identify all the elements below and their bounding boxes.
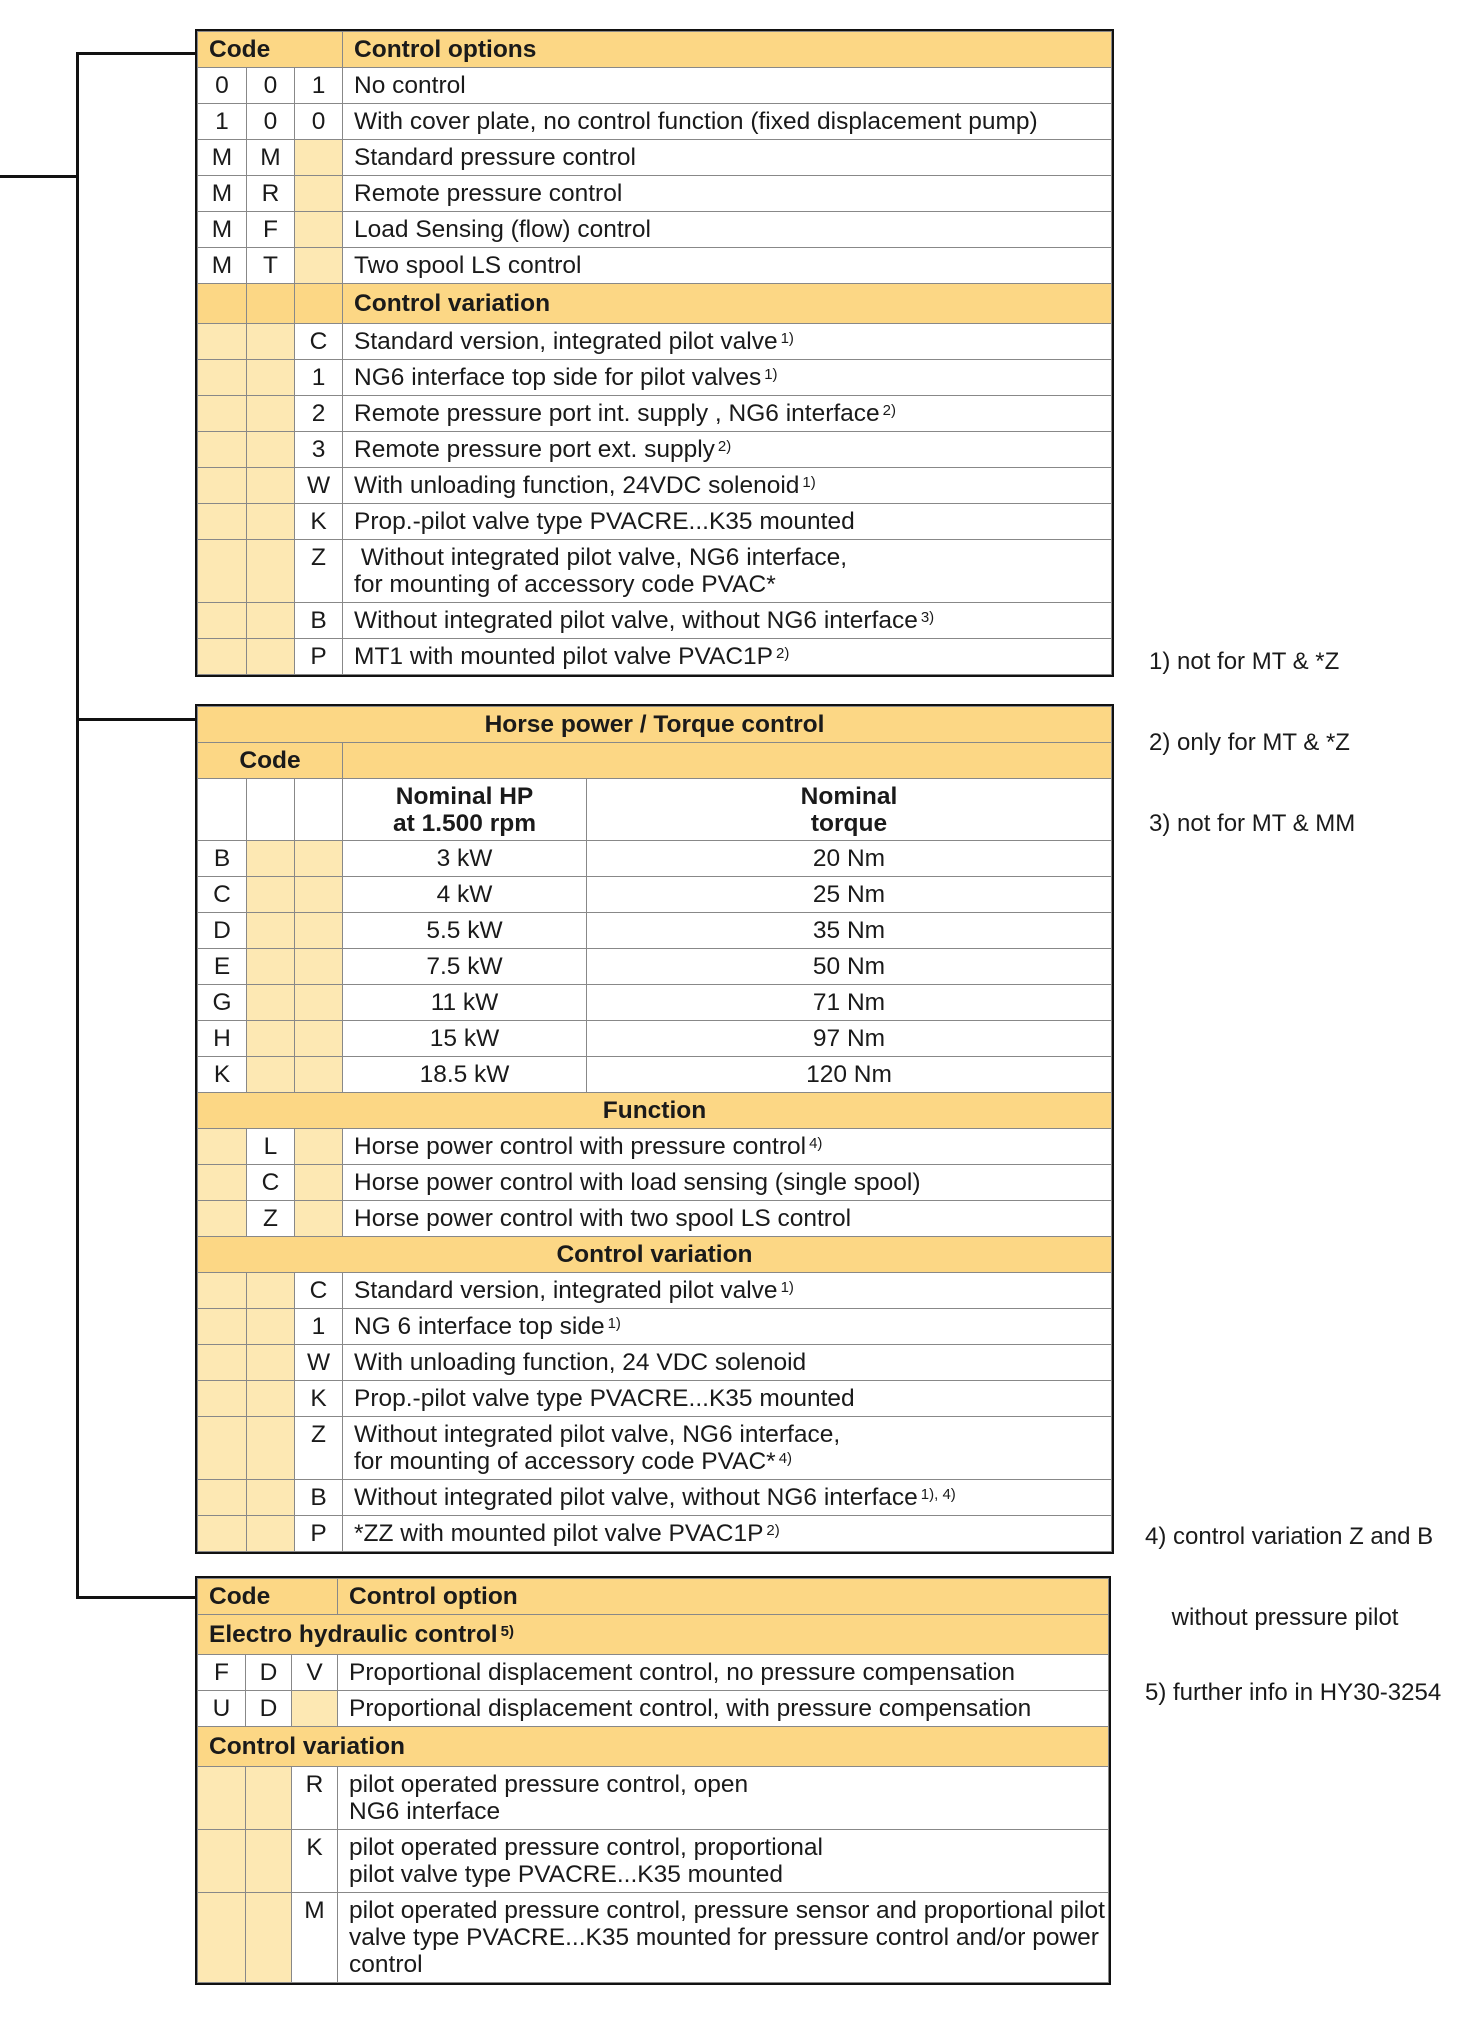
table-row: C Horse power control with load sensing (single spool) bbox=[198, 1165, 1112, 1201]
table-row: E 7.5 kW 50 Nm bbox=[198, 949, 1112, 985]
control-options-header: Control options bbox=[343, 32, 1112, 68]
connector-trunk bbox=[76, 52, 79, 1599]
table-row: B 3 kW 20 Nm bbox=[198, 841, 1112, 877]
table-row: F D V Proportional displacement control, no pressure compensation bbox=[198, 1655, 1109, 1691]
table-row: B Without integrated pilot valve, without NG6 interface $^{3)}$ bbox=[198, 603, 1112, 639]
table-row: U D Proportional displacement control, with pressure compensation bbox=[198, 1691, 1109, 1727]
table-row: R pilot operated pressure control, open NG6 interface bbox=[198, 1767, 1109, 1830]
footnotes-1: 1) not for MT & *Z 2) only for MT & *Z 3) not for MT & MM bbox=[1149, 648, 1356, 837]
code-header: Code bbox=[198, 1579, 338, 1615]
table-row: P *ZZ with mounted pilot valve PVAC1P $^{2)}$ bbox=[198, 1516, 1112, 1552]
table-row: 1 NG 6 interface top side $^{1)}$ bbox=[198, 1309, 1112, 1345]
table-row: C Standard version, integrated pilot valve $^{1)}$ bbox=[198, 1273, 1112, 1309]
code-header: Code bbox=[198, 32, 343, 68]
connector-branch-2 bbox=[76, 718, 197, 721]
table-row: Z Without integrated pilot valve, NG6 interface, for mounting of accessory code PVAC* bbox=[198, 540, 1112, 603]
connector-branch-1 bbox=[76, 52, 197, 55]
table-row: K Prop.-pilot valve type PVACRE...K35 mounted bbox=[198, 1381, 1112, 1417]
table-row: Z Horse power control with two spool LS control bbox=[198, 1201, 1112, 1237]
table-row: 2 Remote pressure port int. supply , NG6 interface $^{2)}$ bbox=[198, 396, 1112, 432]
horse-power-torque-table: Horse power / Torque control Code Nominal HP at 1.500 rpm Nominal torque B 3 kW 20 Nm C 4 kW 25 Nm D 5.5 kW 35 Nm E 7.5 kW 50 Nm G 11 kW 71 Nm H 15 kW 97 Nm K 18.5 kW 120 Nm Function L Horse power control with pressure control $^{4)}$ C Horse power control with load sensing (single spool) Z Horse power control with two spool LS control Control variation C Standard version, integrated pilot valve $^{1)}$ 1 NG 6 interface top side $^{1)}$ W With unloading function, 24 VDC solenoid K Prop.-pilot valve type PVACRE...K35 mounted Z Without integrated pilot valve, NG6 interface, for mounting of accessory code PVAC* $^{4)}$ B Without integrated pilot valve, without NG6 interface $^{1), 4)}$ P *ZZ with mounted pilot valve PVAC1P $^{2)}$ bbox=[197, 706, 1112, 1552]
connector-branch-3 bbox=[76, 1596, 197, 1599]
table-row: K Prop.-pilot valve type PVACRE...K35 mounted bbox=[198, 504, 1112, 540]
control-variation-header: Control variation bbox=[198, 1727, 1109, 1767]
table-row: 1 NG6 interface top side for pilot valves $^{1)}$ bbox=[198, 360, 1112, 396]
table-row: C Standard version, integrated pilot valve $^{1)}$ bbox=[198, 324, 1112, 360]
footnotes-3: 5) further info in HY30-3254 bbox=[1145, 1679, 1442, 1706]
control-variation-header: Control variation bbox=[343, 284, 1112, 324]
table-row: M M Standard pressure control bbox=[198, 140, 1112, 176]
table-row: C 4 kW 25 Nm bbox=[198, 877, 1112, 913]
control-variation-header: Control variation bbox=[198, 1237, 1112, 1273]
table-row: M R Remote pressure control bbox=[198, 176, 1112, 212]
table-row: Z Without integrated pilot valve, NG6 interface, for mounting of accessory code PVAC* $^{4)}$ bbox=[198, 1417, 1112, 1480]
table-row: K pilot operated pressure control, proportional pilot valve type PVACRE...K35 mounted bbox=[198, 1830, 1109, 1893]
function-header: Function bbox=[198, 1093, 1112, 1129]
table-row: M T Two spool LS control bbox=[198, 248, 1112, 284]
table-row: H 15 kW 97 Nm bbox=[198, 1021, 1112, 1057]
electro-hydraulic-control-table bbox=[197, 1578, 1109, 1983]
table-row: D 5.5 kW 35 Nm bbox=[198, 913, 1112, 949]
table-row: 0 0 1 No control bbox=[198, 68, 1112, 104]
table-row: 3 Remote pressure port ext. supply $^{2)}$ bbox=[198, 432, 1112, 468]
table-row: B Without integrated pilot valve, without NG6 interface $^{1), 4)}$ bbox=[198, 1480, 1112, 1516]
control-options-table bbox=[197, 31, 1112, 675]
hp-torque-title: Horse power / Torque control bbox=[198, 707, 1112, 743]
table-row: M pilot operated pressure control, pressure sensor and proportional pilot valve type PVACRE...K35 mounted for pressure control and/or power control bbox=[198, 1893, 1109, 1983]
table-row: P MT1 with mounted pilot valve PVAC1P $^{2)}$ bbox=[198, 639, 1112, 675]
ehc-header: Electro hydraulic control $^{5)}$ bbox=[198, 1615, 1109, 1655]
table-row: G 11 kW 71 Nm bbox=[198, 985, 1112, 1021]
connector-stub bbox=[0, 175, 78, 178]
table-row: M F Load Sensing (flow) control bbox=[198, 212, 1112, 248]
control-option-header: Control option bbox=[338, 1579, 1109, 1615]
table-row: K 18.5 kW 120 Nm bbox=[198, 1057, 1112, 1093]
table-row: W With unloading function, 24 VDC solenoid bbox=[198, 1345, 1112, 1381]
footnotes-2: 4) control variation Z and B without pressure pilot bbox=[1145, 1523, 1434, 1631]
code-header: Code bbox=[198, 743, 343, 779]
table-row: 1 0 0 With cover plate, no control function (fixed displacement pump) bbox=[198, 104, 1112, 140]
table-row: W With unloading function, 24VDC solenoid $^{1)}$ bbox=[198, 468, 1112, 504]
table-row: L Horse power control with pressure control $^{4)}$ bbox=[198, 1129, 1112, 1165]
